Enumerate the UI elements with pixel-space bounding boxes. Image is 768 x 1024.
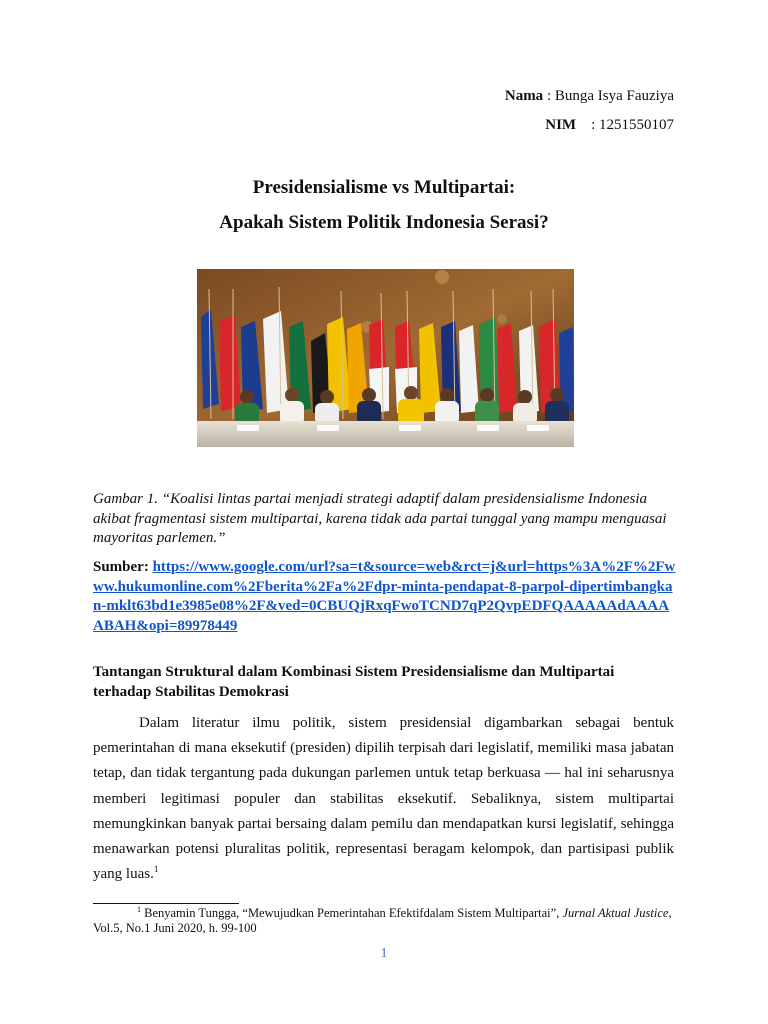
document-title: Presidensialisme vs Multipartai: [252, 177, 516, 198]
source-label: Sumber: [93, 559, 149, 575]
nim-value: : 1251550107 [591, 117, 674, 133]
footnote-journal: Jurnal Aktual Justice [562, 906, 669, 920]
footnote-details: , Vol.5, No.1 Juni 2020, h. 99-100 [93, 906, 672, 935]
figure-caption: Gambar 1. “Koalisi lintas partai menjadi strategi adaptif dalam presidensialisme Indonesia akibat fragmentasi sistem multipartai, karena tidak ada partai tunggal yang mampu menguasai mayoritas parlemen.” [93, 491, 667, 546]
nim-label: NIM [545, 117, 577, 133]
figure-source [93, 558, 678, 636]
page-number: 1 [380, 946, 388, 961]
footnote-text: Benyamin Tungga, “Mewujudkan Pemerintahan Efektifdalam Sistem Multipartai”, [141, 906, 563, 920]
section-heading: Tantangan Struktural dalam Kombinasi Sistem Presidensialisme dan Multipartai terhadap Stabilitas Demokrasi [93, 664, 615, 700]
document-subtitle: Apakah Sistem Politik Indonesia Serasi? [219, 212, 549, 233]
source-link[interactable]: https://www.google.com/url?sa=t&source=web&rct=j&url=https%3A%2F%2Fwww.hukumonline.com%2Fberita%2Fa%2Fdpr-minta-pendapat-8-parpol-dipertimbangkan-mklt63bd1e3985e08%2F&ved=0CBUQjRxqFwoTCND7qP2QvpEDFQAAAAAdAAAAABAH&opi=89978449 [93, 559, 676, 634]
coalition-press-conference-photo [197, 269, 574, 447]
student-id-line [545, 116, 674, 134]
body-paragraph [93, 711, 674, 887]
footnote [93, 906, 675, 936]
student-name-line [505, 87, 674, 105]
name-label: Nama [504, 88, 544, 104]
paragraph-text: Dalam literatur ilmu politik, sistem presidensial digambarkan sebagai bentuk pemerintahan di mana eksekutif (presiden) dipilih terpisah dari legislatif, memiliki masa jabatan tetap, dan tidak tergantung pada dukungan parlemen untuk tetap berkuasa — hal ini seharusnya memberi legitimasi populer dan stabilitas eksekutif. Sebaliknya, sistem multipartai memungkinkan banyak partai bersaing dalam pemilu dan mendapatkan kursi legislatif, sehingga menawarkan potensi pluralitas politik, representasi beragam kelompok, dan partisipasi publik yang luas. [93, 715, 674, 883]
footnote-number: 1 [137, 904, 141, 914]
footnote-reference[interactable]: 1 [153, 864, 159, 875]
name-value: : Bunga Isya Fauziya [546, 88, 674, 104]
footnote-separator [93, 903, 239, 904]
